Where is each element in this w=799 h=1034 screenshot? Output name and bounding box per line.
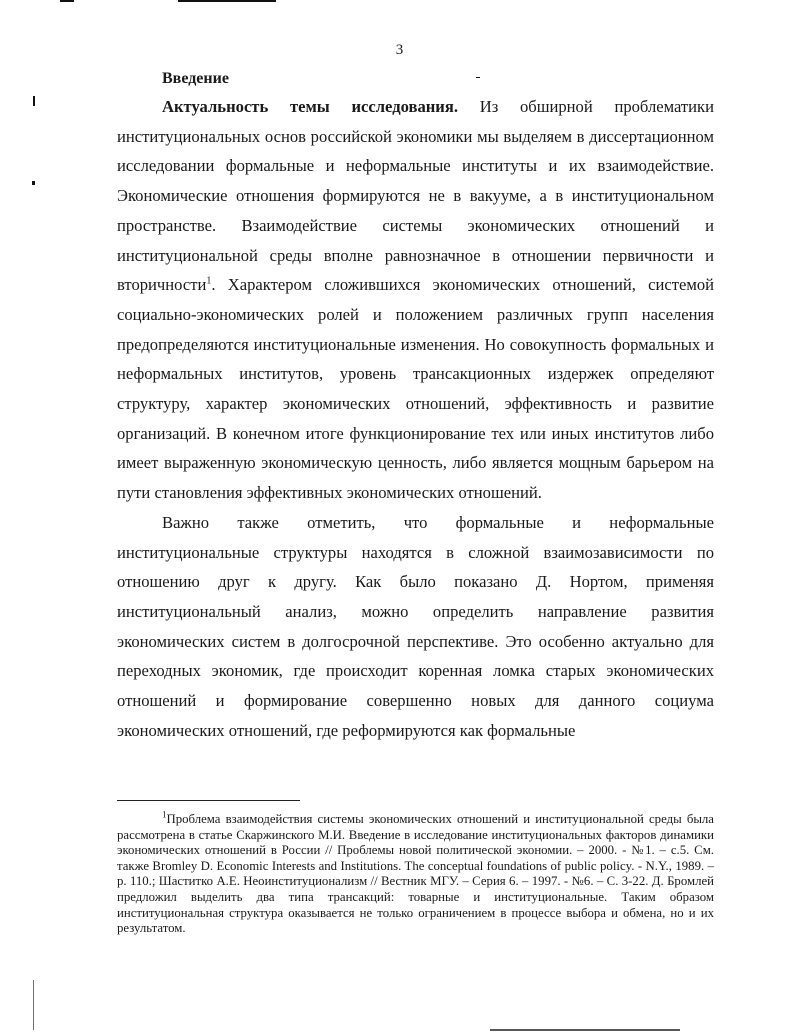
footnote-reference: 1 <box>206 275 212 287</box>
scan-artifact-top-center <box>178 0 276 2</box>
footnote-divider <box>117 800 300 801</box>
scan-artifact-top-left <box>60 0 74 2</box>
paragraph-text: Из обширной проблематики институциональных основ российской экономики мы выделяем в диссертационном исследовании формальные и неформальные институты и их взаимодействие. Экономические отношения формируются не в вакууме, а в институциональном пространстве. Взаимодействие системы экономических отношений и институциональной среды вполне равнозначное в отношении первичности и вторичности <box>117 97 714 295</box>
paragraph-important: Важно также отметить, что формальные и неформальные институциональные структуры находятся в сложной взаимозависимости по отношению друг к другу. Как было показано Д. Нортом, применяя институциональный анализ, можно определить направление развития экономических систем в долгосрочной перспективе. Это особенно актуально для переходных экономик, где происходит коренная ломка старых экономических отношений и формирование совершенно новых для данного социума экономических отношений, где реформируются как формальные <box>117 512 714 740</box>
scan-artifact-left-dot <box>32 181 35 185</box>
paragraph-relevance <box>117 92 714 508</box>
page-number: 3 <box>395 42 404 58</box>
footnote-text: Проблема взаимодействия системы экономических отношений и институциональной среды была рассмотрена в статье Скаржинского М.И. Введение в исследование институциональных факторов динамики экономических отношений в России // Проблемы новой политической экономии. – 2000. - №1. – с.5. См. также Bromley D. Economic Interests and Institutions. The conceptual foundations of public policy. - N.Y., 1989. – p. 110.; Шаститко А.Е. Неоинституционализм // Вестник МГУ. – Серия 6. – 1997. - №6. – С. 3-22. Д. Бромлей предложил выделить два типа трансакций: товарные и институциональные. Таким образом институциональная структура оказывается не только ограничением в процессе выбора и обмена, но и их результатом. <box>117 812 714 936</box>
scan-artifact-bottom <box>490 1029 680 1031</box>
footnote-mark: 1 <box>162 809 167 820</box>
scan-artifact-left-tick-1 <box>33 96 35 106</box>
body-text <box>117 92 714 745</box>
footnote <box>117 809 714 937</box>
paragraph-lead: Актуальность темы исследования. <box>162 97 458 116</box>
scan-artifact-heading-dot <box>476 77 480 78</box>
paragraph-text-continued: . Характером сложившихся экономических отношений, системой социально-экономических ролей и положением различных групп населения предопределяются институциональные изменения. Но совокупность формальных и неформальных институтов, уровень трансакционных издержек определяют структуру, характер экономических отношений, эффективность и развитие организаций. В конечном итоге функционирование тех или иных институтов либо имеет выраженную экономическую ценность, либо является мощным барьером на пути становления эффективных экономических отношений. <box>117 275 714 503</box>
scan-artifact-left-edge <box>33 980 34 1030</box>
section-heading: Введение <box>162 70 229 87</box>
